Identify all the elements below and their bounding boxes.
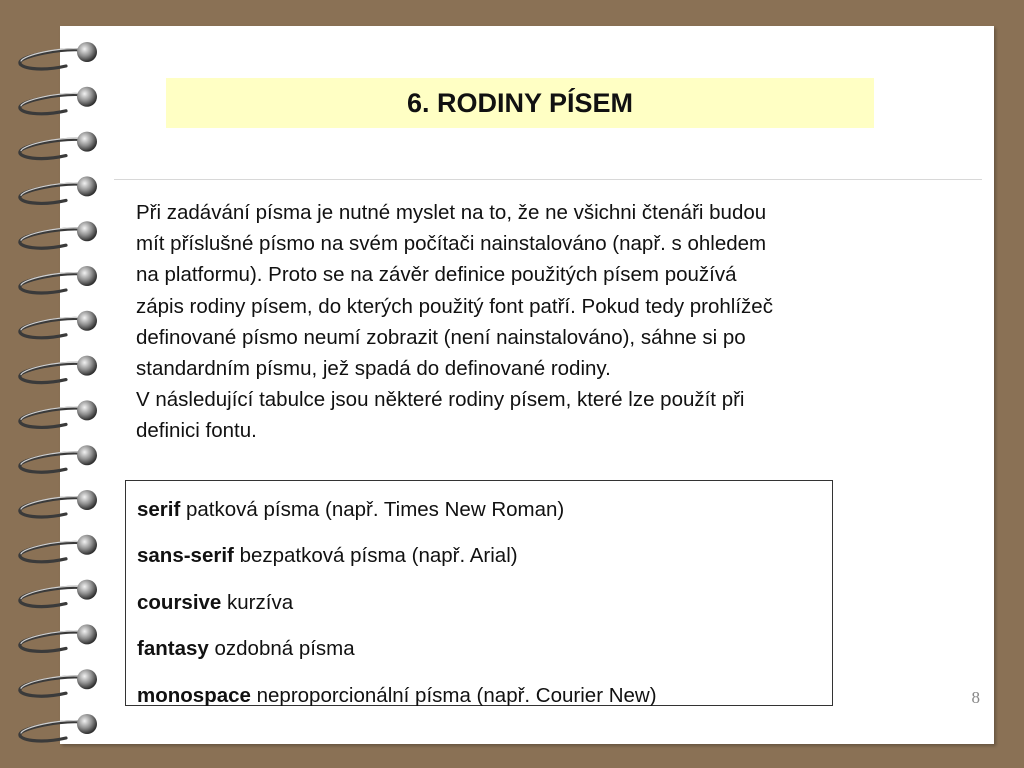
spiral-ring-icon xyxy=(20,445,97,472)
spiral-ring-icon xyxy=(20,714,97,741)
spiral-ring-icon xyxy=(20,669,97,696)
family-desc: neproporcionální písma (např. Courier New) xyxy=(256,683,657,707)
family-desc: ozdobná písma xyxy=(214,637,355,661)
family-name: sans-serif xyxy=(137,544,240,568)
page-number: 8 xyxy=(971,688,980,707)
spiral-binding xyxy=(0,0,110,768)
spiral-ring-icon xyxy=(20,356,97,383)
spiral-ring-icon xyxy=(20,400,97,427)
family-name: coursive xyxy=(137,590,228,614)
family-desc: kurzíva xyxy=(227,590,294,614)
spiral-ring-icon xyxy=(20,221,97,248)
intro-text xyxy=(136,197,956,447)
font-families-table xyxy=(125,480,833,706)
intro-line: definici fontu. xyxy=(136,419,257,443)
family-name: monospace xyxy=(137,683,257,707)
family-row-monospace xyxy=(137,673,832,719)
family-row-sans-serif xyxy=(137,533,832,579)
spiral-ring-icon xyxy=(20,266,97,293)
intro-line: standardním písmu, jež spadá do definované rodiny. xyxy=(136,357,611,381)
intro-line: definované písmo neumí zobrazit (není nainstalováno), sáhne si po xyxy=(136,325,746,349)
spiral-ring-icon xyxy=(20,87,97,114)
slide-title: 6. RODINY PÍSEM xyxy=(406,87,634,118)
family-desc: patková písma (např. Times New Roman) xyxy=(186,498,565,521)
family-name: serif xyxy=(137,498,186,521)
spiral-ring-icon xyxy=(20,311,97,338)
intro-line: mít příslušné písmo na svém počítači nainstalováno (např. s ohledem xyxy=(136,232,767,256)
intro-line: na platformu). Proto se na závěr definice použitých písem používá xyxy=(136,263,737,287)
family-row-coursive xyxy=(137,580,832,626)
title-banner xyxy=(166,78,874,128)
spiral-ring-icon xyxy=(20,176,97,203)
spiral-ring-icon xyxy=(20,535,97,562)
family-row-fantasy xyxy=(137,626,832,672)
spiral-ring-icon xyxy=(20,624,97,651)
family-desc: bezpatková písma (např. Arial) xyxy=(239,544,518,568)
spiral-ring-icon xyxy=(20,580,97,607)
spiral-ring-icon xyxy=(20,132,97,159)
intro-line: Při zadávání písma je nutné myslet na to, že ne všichni čtenáři budou xyxy=(136,201,767,224)
family-name: fantasy xyxy=(137,637,215,661)
intro-line: zápis rodiny písem, do kterých použitý font patří. Pokud tedy prohlížeč xyxy=(136,294,773,318)
spiral-ring-icon xyxy=(20,490,97,517)
intro-line: V následující tabulce jsou některé rodiny písem, které lze použít při xyxy=(136,388,745,412)
family-row-serif xyxy=(137,487,832,533)
spiral-ring-icon xyxy=(20,42,97,69)
divider xyxy=(114,179,982,180)
